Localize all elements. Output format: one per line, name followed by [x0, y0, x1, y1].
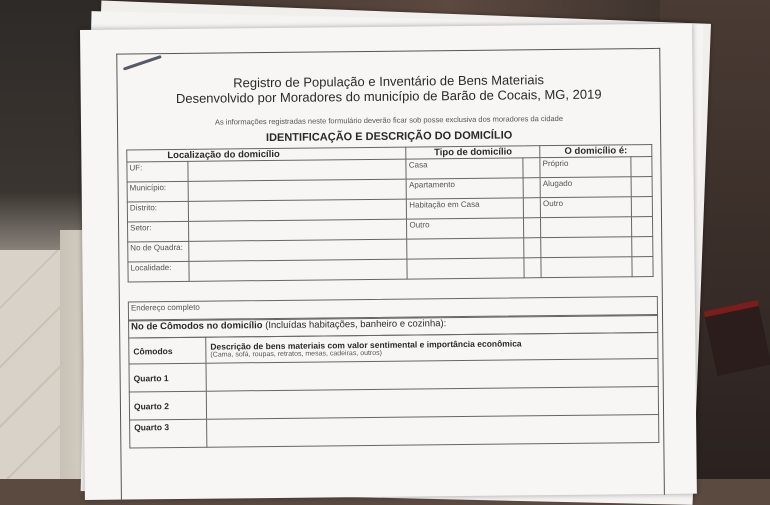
input-uf[interactable]	[188, 159, 407, 181]
checkbox-casa[interactable]	[523, 158, 540, 178]
header-situacao: O domicílio é:	[540, 145, 652, 158]
checkbox-habitacao[interactable]	[524, 198, 541, 218]
field-uf: UF:	[127, 161, 188, 182]
empty-cell	[407, 258, 524, 279]
empty-cell	[407, 238, 524, 259]
empty-cell	[632, 237, 653, 257]
room-label: Quarto 2	[129, 391, 206, 420]
field-localidade: Localidade:	[128, 261, 189, 282]
room-description-input[interactable]	[207, 414, 659, 447]
input-localidade[interactable]	[189, 259, 408, 281]
form-frame	[116, 48, 665, 501]
form-subtitle: Desenvolvido por Moradores do município de Barão de Cocais, MG, 2019	[175, 86, 602, 106]
checkbox-apartamento[interactable]	[523, 178, 540, 198]
rooms-col-header: Cômodos	[129, 337, 206, 364]
description-title: Descrição de bens materiais com valor sentimental e importância econômica	[210, 338, 522, 352]
option-proprio: Próprio	[540, 157, 631, 178]
input-municipio[interactable]	[188, 179, 407, 201]
header-tipo: Tipo de domicílio	[406, 146, 540, 159]
checkbox-alugado[interactable]	[631, 177, 652, 197]
empty-cell	[632, 217, 653, 237]
empty-cell	[541, 217, 632, 238]
form-sheet	[80, 24, 697, 500]
room-count-label: No de Cômodos no domicílio	[131, 320, 263, 333]
header-localizacao: Localização do domicílio	[127, 147, 407, 162]
form-title: Registro de População e Inventário de Bens Materiais	[233, 72, 544, 91]
checkbox-outro-tipo[interactable]	[524, 218, 541, 238]
checkbox-proprio[interactable]	[631, 157, 652, 177]
empty-cell	[541, 237, 632, 258]
empty-cell	[524, 258, 541, 278]
empty-cell	[541, 257, 632, 278]
field-distrito: Distrito:	[127, 201, 188, 222]
option-apartamento: Apartamento	[407, 178, 524, 199]
option-alugado: Alugado	[540, 177, 631, 198]
location-table	[126, 144, 653, 283]
empty-cell	[524, 238, 541, 258]
room-count-note: (Incluídas habitações, banheiro e cozinha):	[265, 318, 447, 332]
room-label: Quarto 1	[129, 363, 206, 392]
rooms-table	[128, 332, 659, 449]
section-title: IDENTIFICAÇÃO E DESCRIÇÃO DO DOMICÍLIO	[265, 129, 513, 145]
field-setor: Setor:	[128, 221, 189, 242]
address-label: Endereço completo	[130, 302, 200, 313]
option-habitacao: Habitação em Casa	[407, 198, 524, 219]
description-examples: (Cama, sofá, roupas, retratos, mesas, cadeiras, outros)	[210, 349, 383, 359]
field-municipio: Município:	[127, 181, 188, 202]
privacy-notice: As informações registradas neste formulário deverão ficar sob posse exclusiva dos moradores da cidade	[214, 113, 564, 127]
input-distrito[interactable]	[188, 199, 407, 221]
option-outro-tipo: Outro	[407, 218, 524, 239]
room-label: Quarto 3	[130, 419, 207, 448]
option-casa: Casa	[406, 158, 523, 179]
field-quadra: No de Quadra:	[128, 241, 189, 262]
option-outro-situacao: Outro	[540, 197, 631, 218]
input-quadra[interactable]	[189, 239, 408, 261]
input-setor[interactable]	[188, 219, 407, 241]
empty-cell	[632, 257, 653, 277]
checkbox-outro-situacao[interactable]	[631, 197, 652, 217]
